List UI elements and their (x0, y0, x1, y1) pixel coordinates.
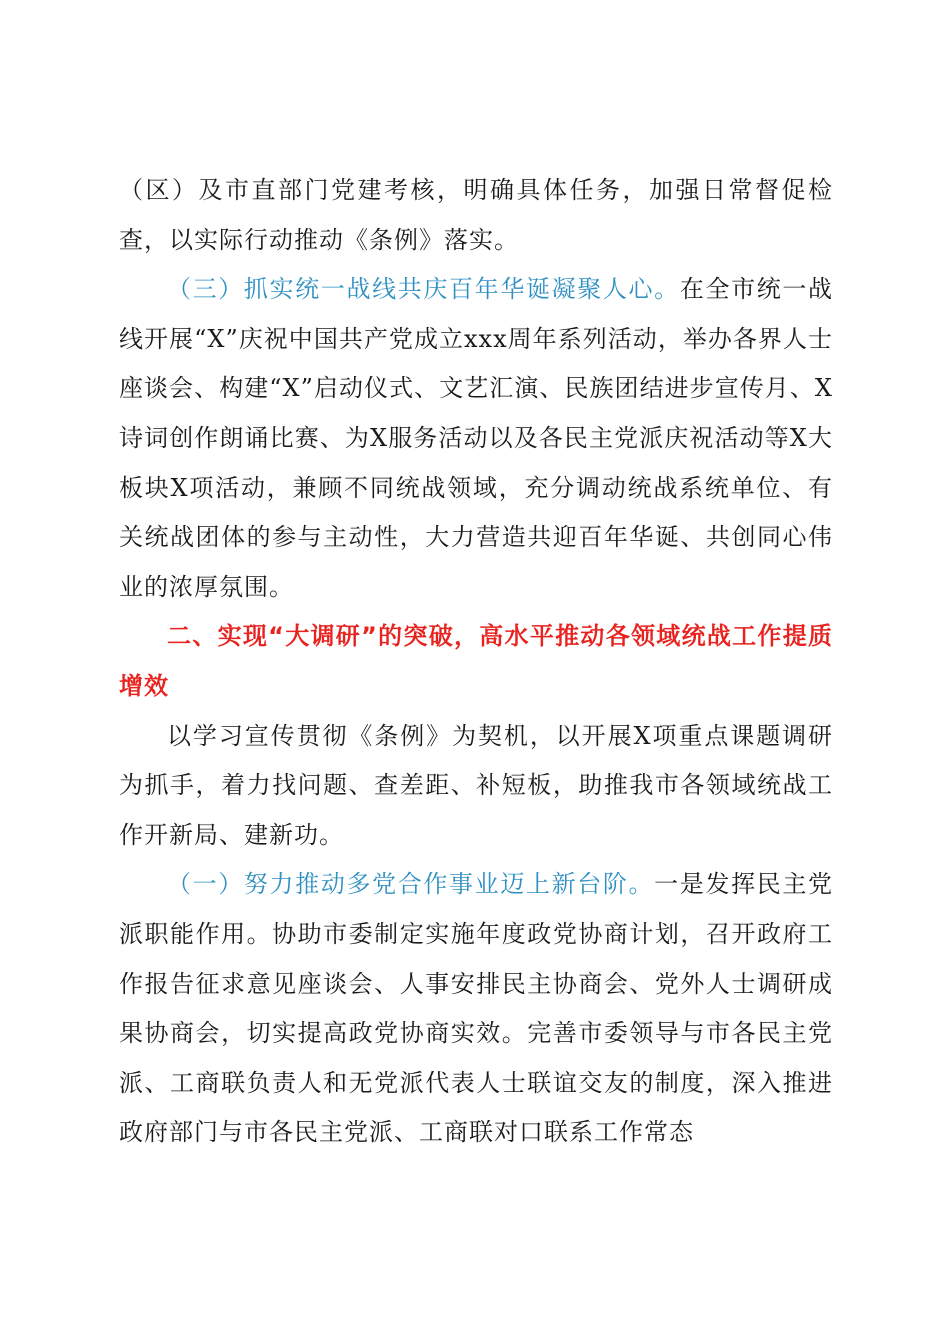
paragraph-text: 以学习宣传贯彻《条例》为契机，以开展X项重点课题调研为抓手，着力找问题、查差距、补短板，助推我市各领域统战工作开新局、建新功。 (119, 721, 833, 849)
sub-heading-3: （三）抓实统一战线共庆百年华诞凝聚人心。 (167, 275, 680, 304)
document-body (119, 166, 833, 1158)
sub-heading-1: （一）努力推动多党合作事业迈上新台阶。 (167, 870, 655, 899)
section-heading-2: 二、实现“大调研”的突破，高水平推动各领域统战工作提质增效 (119, 622, 833, 700)
paragraph-continuation (119, 166, 833, 265)
paragraph-text: （区）及市直部门党建考核，明确具体任务，加强日常督促检查，以实际行动推动《条例》落实。 (119, 176, 833, 254)
paragraph-item-3 (119, 265, 833, 612)
paragraph-item-1 (119, 860, 833, 1158)
paragraph-text: 在全市统一战线开展“X”庆祝中国共产党成立xxx周年系列活动，举办各界人士座谈会、构建“X”启动仪式、文艺汇演、民族团结进步宣传月、X诗词创作朗诵比赛、为X服务活动以及各民主党派庆祝活动等X大板块X项活动，兼顾不同统战领域，充分调动统战系统单位、有关统战团体的参与主动性，大力营造共迎百年华诞、共创同心伟业的浓厚氛围。 (119, 275, 834, 601)
section-intro-paragraph (119, 712, 833, 861)
paragraph-text: 一是发挥民主党派职能作用。协助市委制定实施年度政党协商计划，召开政府工作报告征求意见座谈会、人事安排民主协商会、党外人士调研成果协商会，切实提高政党协商实效。完善市委领导与市各民主党派、工商联负责人和无党派代表人士联谊交友的制度，深入推进政府部门与市各民主党派、工商联对口联系工作常态 (119, 870, 834, 1147)
